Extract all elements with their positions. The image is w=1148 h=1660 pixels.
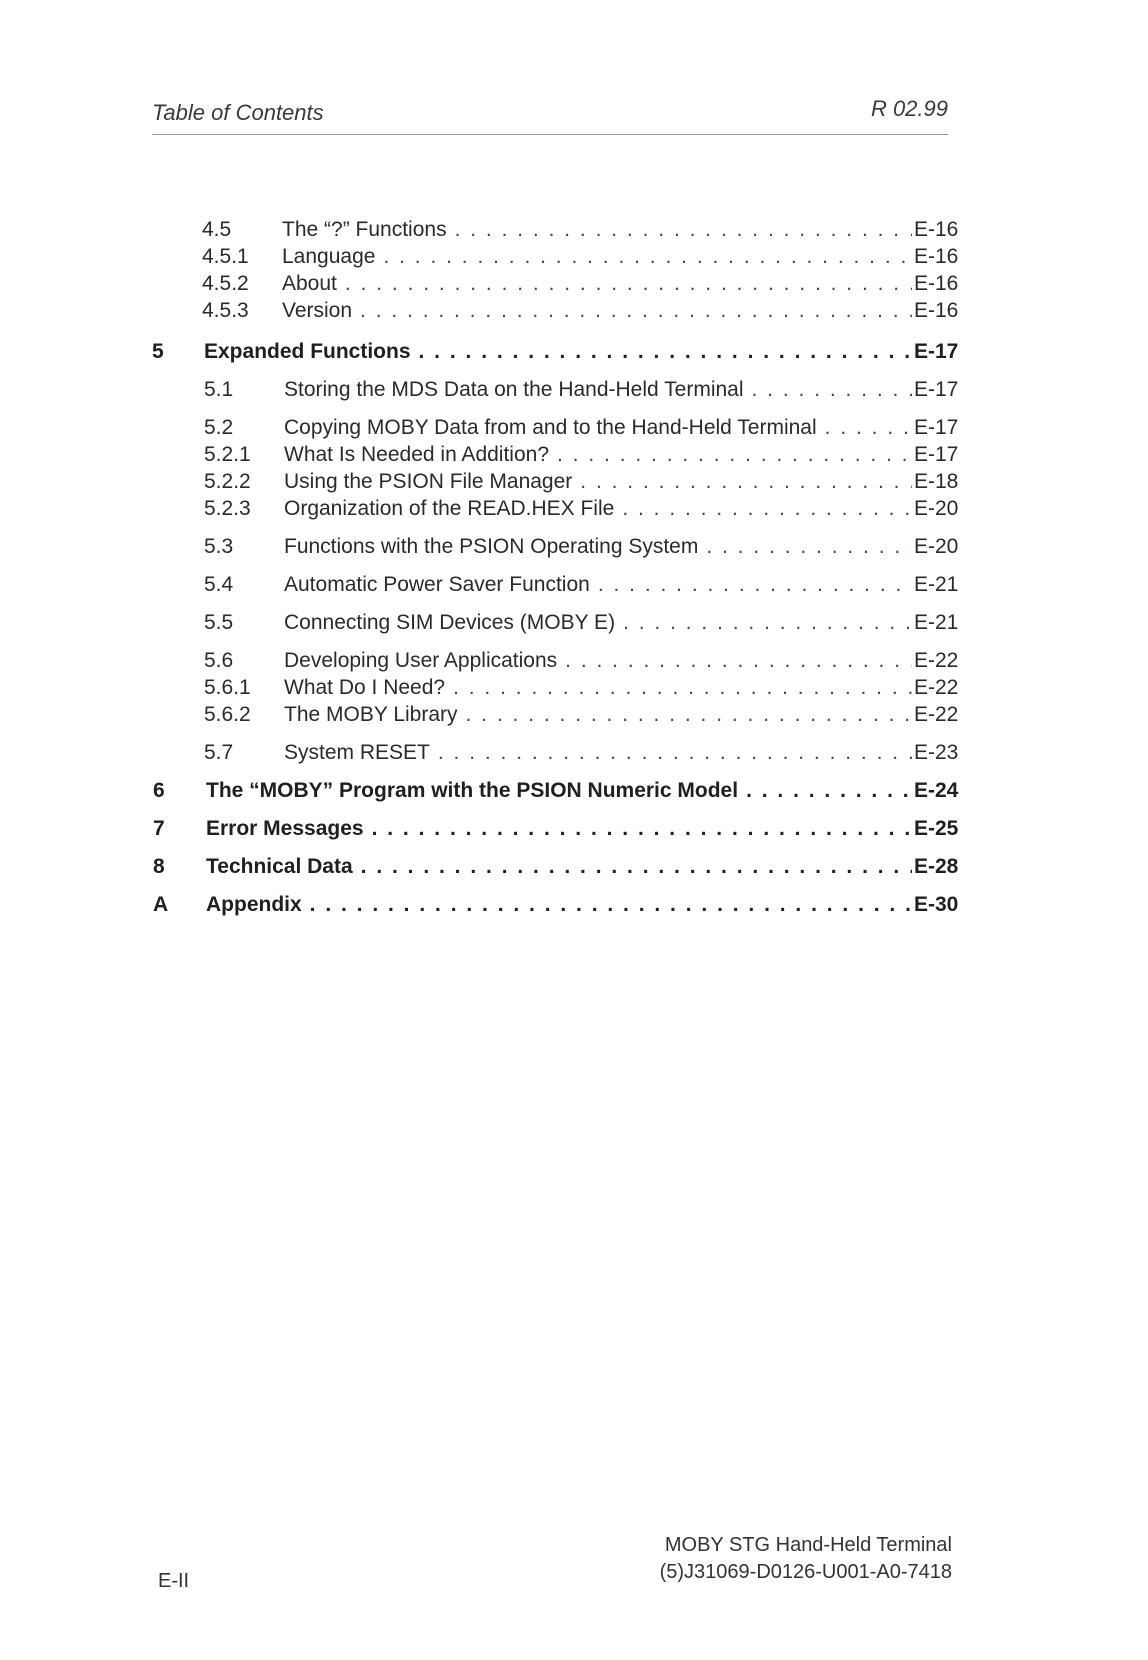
toc-entry[interactable]: [0, 216, 1148, 244]
dot-leader: [453, 674, 912, 702]
toc-entry[interactable]: [0, 739, 1148, 767]
toc-entry-number: 5.5: [204, 611, 234, 634]
dot-leader: [598, 571, 912, 599]
toc-entry-page: E-16: [914, 299, 959, 322]
toc-entry[interactable]: [0, 609, 1148, 637]
toc-entry-page: E-16: [914, 272, 959, 295]
toc-entry-number: 4.5: [202, 218, 232, 241]
toc-entry[interactable]: [0, 495, 1148, 523]
toc-entry-title: Organization of the READ.HEX File: [284, 497, 615, 520]
page-number: E-II: [158, 1570, 190, 1592]
dot-leader: [623, 609, 912, 637]
toc-entry[interactable]: [0, 414, 1148, 442]
toc-entry[interactable]: [0, 297, 1148, 325]
toc-chapter[interactable]: [0, 338, 1148, 366]
toc-entry-page: E-16: [914, 218, 959, 241]
toc-chapter[interactable]: [0, 815, 1148, 843]
toc-entry-page: E-17: [914, 443, 959, 466]
toc-entry-page: E-17: [914, 416, 959, 439]
dot-leader: [746, 777, 912, 805]
toc-entry-title: The “?” Functions: [282, 218, 447, 241]
toc-entry-title: System RESET: [284, 741, 430, 764]
toc-entry-page: E-24: [914, 779, 959, 802]
toc-entry-title: The MOBY Library: [284, 703, 458, 726]
toc-entry-number: 4.5.2: [202, 272, 249, 295]
toc-entry[interactable]: [0, 270, 1148, 298]
toc-entry-number: 4.5.1: [202, 245, 249, 268]
dot-leader: [622, 495, 912, 523]
toc-entry-title: Technical Data: [206, 855, 353, 878]
dot-leader: [706, 533, 912, 561]
toc-entry-page: E-22: [914, 703, 959, 726]
dot-leader: [466, 701, 912, 729]
toc-entry-title: Error Messages: [206, 817, 364, 840]
toc-entry-page: E-28: [914, 855, 959, 878]
toc-entry-page: E-17: [914, 378, 959, 401]
toc-entry-number: 5.3: [204, 535, 234, 558]
toc-entry[interactable]: [0, 674, 1148, 702]
toc-entry-page: E-25: [914, 817, 959, 840]
toc-entry-title: About: [282, 272, 337, 295]
toc-entry-number: 5.2: [204, 416, 234, 439]
dot-leader: [419, 338, 912, 366]
toc-entry-page: E-16: [914, 245, 959, 268]
toc-entry-number: 5.2.3: [204, 497, 251, 520]
toc-entry-number: 8: [153, 855, 165, 878]
toc-entry-number: 5.2.1: [204, 443, 251, 466]
toc-entry[interactable]: [0, 468, 1148, 496]
toc-entry[interactable]: [0, 571, 1148, 599]
dot-leader: [345, 270, 912, 298]
toc-entry-number: 7: [153, 817, 165, 840]
toc-entry[interactable]: [0, 243, 1148, 271]
toc-entry-number: 5.1: [204, 378, 234, 401]
header-revision: R 02.99: [870, 96, 948, 121]
toc-entry-number: 5.6.2: [204, 703, 251, 726]
dot-leader: [580, 468, 912, 496]
toc-entry-title: Connecting SIM Devices (MOBY E): [284, 611, 616, 634]
toc-chapter[interactable]: [0, 853, 1148, 881]
dot-leader: [383, 243, 912, 271]
toc-entry-number: 5.4: [204, 573, 234, 596]
toc-entry-number: A: [153, 893, 169, 916]
dot-leader: [565, 647, 912, 675]
document-footer: [660, 1532, 952, 1586]
toc-entry-title: Automatic Power Saver Function: [284, 573, 590, 596]
toc-entry-title: Functions with the PSION Operating System: [284, 535, 699, 558]
toc-entry-number: 5.6.1: [204, 676, 251, 699]
toc-entry-title: Copying MOBY Data from and to the Hand-Held Terminal: [284, 416, 817, 439]
toc-entry-title: The “MOBY” Program with the PSION Numeric Model: [206, 779, 739, 802]
dot-leader: [557, 441, 912, 469]
dot-leader: [438, 739, 912, 767]
toc-entry-page: E-22: [914, 676, 959, 699]
toc-entry[interactable]: [0, 533, 1148, 561]
toc-chapter[interactable]: [0, 777, 1148, 805]
document-number: (5)J31069-D0126-U001-A0-7418: [659, 1561, 952, 1583]
toc-entry-title: Version: [282, 299, 353, 322]
toc-entry-page: E-21: [914, 611, 959, 634]
toc-entry-title: Developing User Applications: [284, 649, 558, 672]
toc-entry[interactable]: [0, 701, 1148, 729]
toc-entry-page: E-21: [914, 573, 959, 596]
toc-entry-number: 6: [153, 779, 165, 802]
toc-entry-number: 5.2.2: [204, 470, 251, 493]
dot-leader: [455, 216, 912, 244]
toc-entry-page: E-23: [914, 741, 959, 764]
dot-leader: [372, 815, 912, 843]
dot-leader: [752, 376, 912, 404]
toc-entry-page: E-22: [914, 649, 959, 672]
toc-entry-title: Expanded Functions: [204, 340, 411, 363]
toc-entry-title: Appendix: [206, 893, 302, 916]
dot-leader: [825, 414, 912, 442]
document-title: MOBY STG Hand-Held Terminal: [664, 1534, 952, 1556]
dot-leader: [310, 891, 912, 919]
toc-entry[interactable]: [0, 647, 1148, 675]
toc-entry-title: What Is Needed in Addition?: [284, 443, 550, 466]
toc-entry-title: Language: [282, 245, 376, 268]
toc-entry-page: E-30: [914, 893, 959, 916]
toc-chapter[interactable]: [0, 891, 1148, 919]
toc-entry-number: 5: [152, 340, 164, 363]
header-section-title: Table of Contents: [152, 100, 324, 125]
toc-entry[interactable]: [0, 376, 1148, 404]
toc-entry[interactable]: [0, 441, 1148, 469]
toc-entry-title: Using the PSION File Manager: [284, 470, 573, 493]
toc-entry-page: E-17: [914, 340, 959, 363]
dot-leader: [361, 853, 912, 881]
toc-entry-number: 5.7: [204, 741, 234, 764]
toc-entry-title: Storing the MDS Data on the Hand-Held Terminal: [284, 378, 744, 401]
dot-leader: [360, 297, 912, 325]
toc-entry-page: E-18: [914, 470, 959, 493]
toc-entry-page: E-20: [914, 535, 959, 558]
toc-entry-number: 5.6: [204, 649, 234, 672]
toc-entry-page: E-20: [914, 497, 959, 520]
toc-entry-title: What Do I Need?: [284, 676, 446, 699]
toc-entry-number: 4.5.3: [202, 299, 249, 322]
